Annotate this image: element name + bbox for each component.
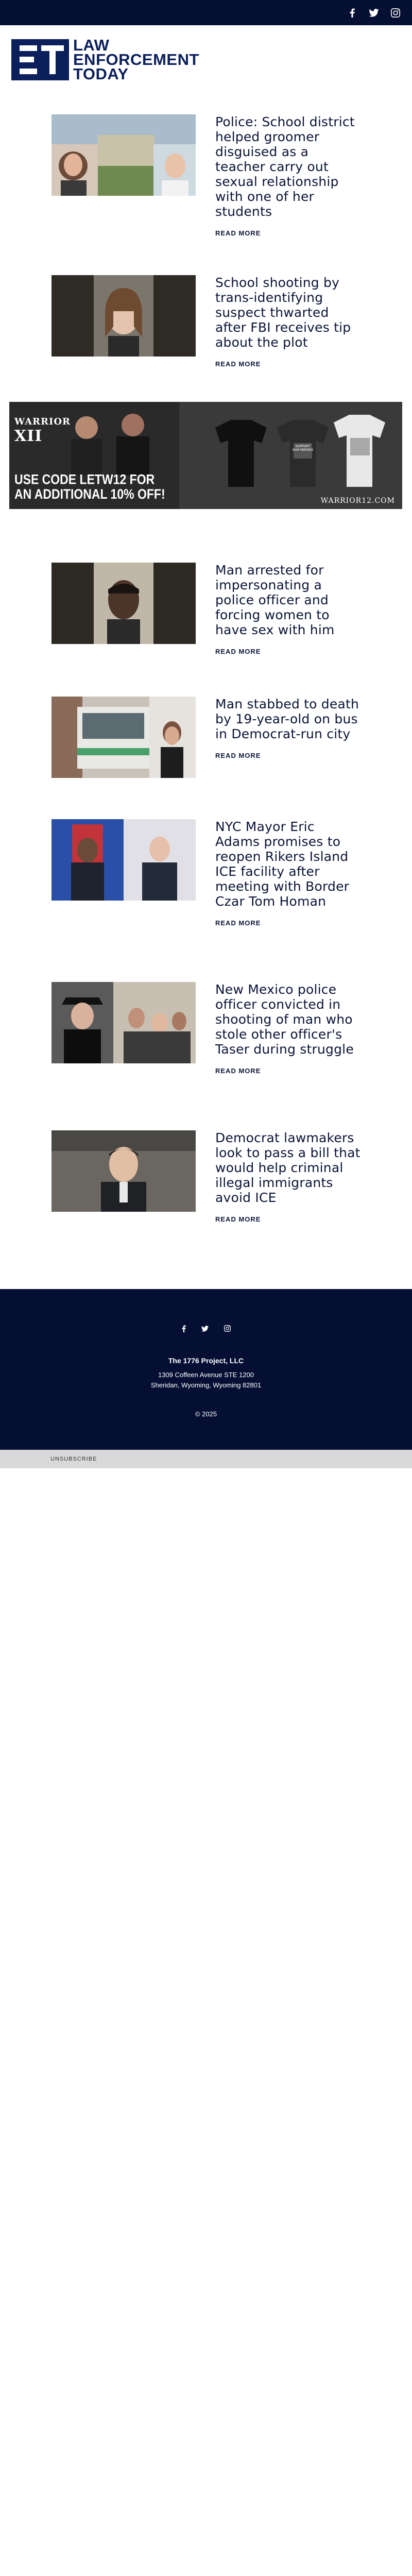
article-body [215, 275, 360, 369]
footer-address: 1309 Coffeen Avenue STE 1200 Sheridan, Wyoming, Wyoming 82801 [150, 1371, 262, 1389]
article-title[interactable]: Man stabbed to death by 19-year-old on bus in Democrat-run city [215, 697, 359, 741]
logo-wordmark: LAW ENFORCEMENT TODAY [73, 36, 199, 83]
article-item [52, 819, 360, 928]
article-thumbnail[interactable] [52, 1130, 196, 1212]
article-thumbnail[interactable] [52, 114, 196, 196]
article-title[interactable]: Man arrested for impersonating a police officer and forcing women to have sex with him [215, 563, 335, 637]
article-title[interactable]: NYC Mayor Eric Adams promises to reopen Rikers Island ICE facility after meeting with Border Czar Tom Homan [215, 819, 350, 909]
footer-social [0, 1289, 412, 1335]
read-more-link[interactable]: READ MORE [215, 1215, 261, 1223]
footer-copyright: © 2025 [195, 1410, 217, 1418]
footer [0, 1289, 412, 1450]
article-thumbnail[interactable] [52, 697, 196, 778]
facebook-icon[interactable] [347, 8, 357, 18]
article-item [52, 114, 360, 238]
twitter-icon[interactable] [369, 8, 379, 18]
article-body [215, 114, 360, 238]
article-body [215, 697, 360, 778]
unsubscribe-bar [0, 1450, 412, 1468]
ad-brand: WARRIOR XII [14, 416, 71, 445]
instagram-icon[interactable] [390, 8, 401, 18]
article-item [52, 275, 360, 369]
ad-promo-text: USE CODE LETW12 FOR AN ADDITIONAL 10% OFF! [14, 471, 165, 502]
article-body [215, 982, 360, 1076]
site-logo[interactable] [11, 38, 199, 81]
ad-domain: WARRIOR12.COM [320, 497, 395, 505]
article-body [215, 1130, 360, 1224]
article-thumbnail[interactable] [52, 982, 196, 1063]
footer-org-name: The 1776 Project, LLC [168, 1357, 244, 1365]
warrior-ad-banner[interactable] [9, 402, 402, 509]
twitter-icon[interactable] [201, 1325, 209, 1335]
article-item [52, 563, 360, 656]
article-thumbnail[interactable] [52, 819, 196, 901]
article-body [215, 819, 360, 928]
facebook-icon[interactable] [182, 1325, 186, 1335]
read-more-link[interactable]: READ MORE [215, 648, 261, 655]
article-thumbnail[interactable] [52, 563, 196, 644]
read-more-link[interactable]: READ MORE [215, 1067, 261, 1075]
article-title[interactable]: Police: School district helped groomer disguised as a teacher carry out sexual relationship with one of her students [215, 114, 355, 219]
top-bar [0, 0, 412, 25]
article-title[interactable]: School shooting by trans-identifying suspect thwarted after FBI receives tip about the plot [215, 275, 351, 350]
article-title[interactable]: New Mexico police officer convicted in shooting of man who stole other officer's Taser during struggle [215, 982, 354, 1057]
instagram-icon[interactable] [224, 1325, 231, 1335]
logo-mark [11, 39, 69, 80]
read-more-link[interactable]: READ MORE [215, 360, 261, 368]
article-item [52, 697, 360, 778]
article-body [215, 563, 360, 656]
read-more-link[interactable]: READ MORE [215, 752, 261, 759]
ad-shirt-text: SUPPORT OUR HEROES [292, 445, 314, 452]
article-item [52, 982, 360, 1076]
unsubscribe-link[interactable]: UNSUBSCRIBE [50, 1456, 97, 1462]
read-more-link[interactable]: READ MORE [215, 229, 261, 237]
article-item [52, 1130, 360, 1224]
article-title[interactable]: Democrat lawmakers look to pass a bill that would help criminal illegal immigrants avoid ICE [215, 1130, 360, 1205]
read-more-link[interactable]: READ MORE [215, 919, 261, 927]
article-thumbnail[interactable] [52, 275, 196, 357]
